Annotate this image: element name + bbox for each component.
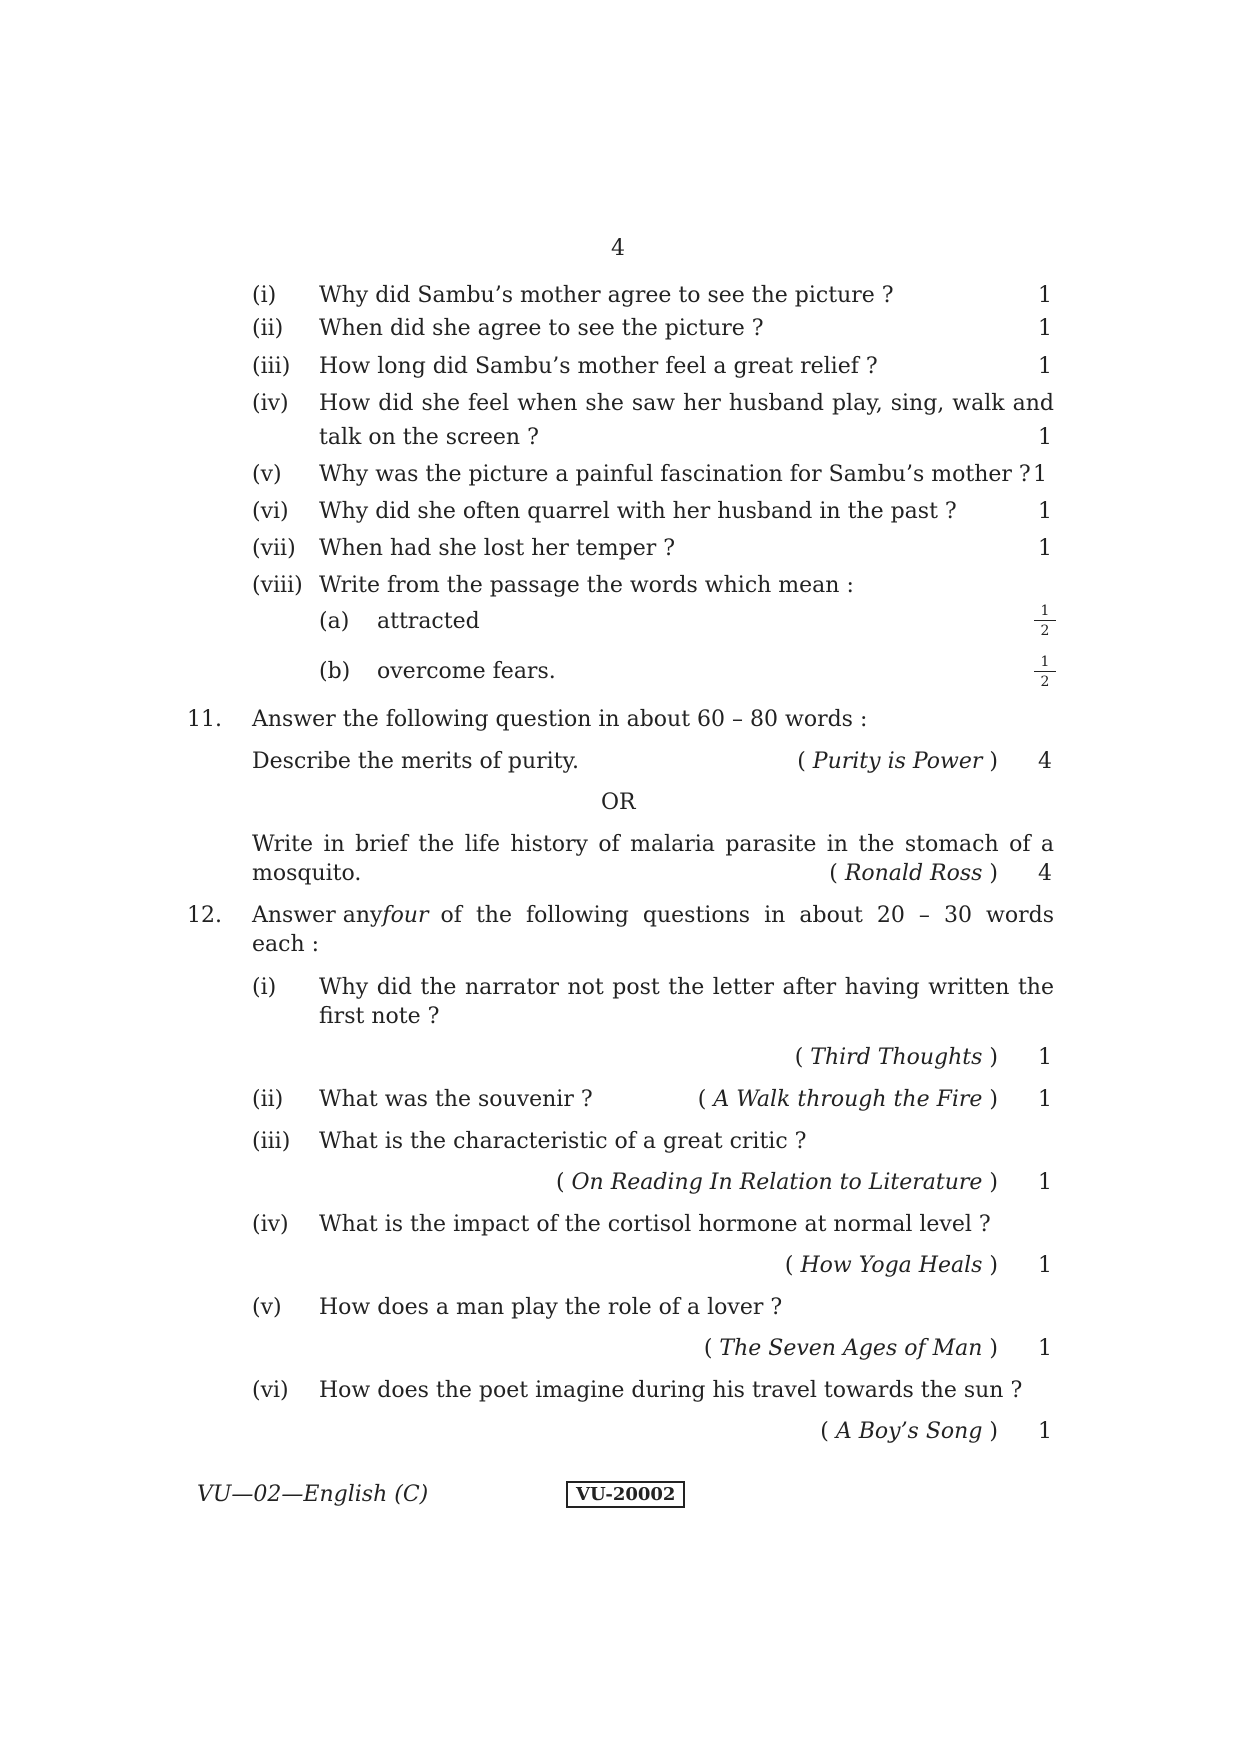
q11-alt-marks: 4 bbox=[1038, 861, 1052, 886]
q10-item-number: (iii) bbox=[252, 354, 291, 379]
q10-item-text: When had she lost her temper ? bbox=[319, 536, 676, 561]
q10-item-text: Why did she often quarrel with her husband in the past ? bbox=[319, 499, 957, 524]
page-number: 4 bbox=[611, 236, 625, 261]
q10-item-text: How long did Sambu’s mother feel a great relief ? bbox=[319, 354, 878, 379]
q10-subitem-label: (a) bbox=[319, 609, 350, 634]
q12-item-text: What is the characteristic of a great critic ? bbox=[319, 1129, 807, 1154]
q12-item-marks: 1 bbox=[1038, 1336, 1052, 1361]
source-title: A Boy’s Song bbox=[835, 1419, 983, 1444]
q12-item-number: (i) bbox=[252, 975, 277, 1000]
q12-item-text: How does a man play the role of a lover ? bbox=[319, 1295, 783, 1320]
or-separator: OR bbox=[601, 790, 636, 815]
q12-item-marks: 1 bbox=[1038, 1170, 1052, 1195]
q11-alt-line2: mosquito. bbox=[252, 861, 362, 886]
q12-item-number: (ii) bbox=[252, 1087, 284, 1112]
q10-item-text: Why was the picture a painful fascination for Sambu’s mother ? bbox=[319, 462, 1031, 487]
q10-item-number: (vii) bbox=[252, 536, 296, 561]
q12-item-text: What was the souvenir ? bbox=[319, 1087, 593, 1112]
instruction-emphasis: four bbox=[382, 903, 429, 928]
q12-item-text-line2: first note ? bbox=[319, 1004, 440, 1029]
half-mark bbox=[1034, 655, 1056, 689]
q10-item-marks: 1 bbox=[1038, 499, 1052, 524]
q12-item-source: ( How Yoga Heals ) bbox=[784, 1253, 998, 1278]
q12-item-source: ( The Seven Ages of Man ) bbox=[703, 1336, 998, 1361]
q10-item-text: Write from the passage the words which mean : bbox=[319, 573, 854, 598]
instruction-part: of the following questions in about 20 – 30 words bbox=[440, 903, 1054, 928]
q11-alt-line1: Write in brief the life history of malaria parasite in the stomach of a bbox=[252, 832, 1054, 857]
q10-item-number: (vi) bbox=[252, 499, 289, 524]
q12-item-text: What is the impact of the cortisol hormone at normal level ? bbox=[319, 1212, 991, 1237]
q11-instruction: Answer the following question in about 60 – 80 words : bbox=[252, 707, 868, 732]
source-title: A Walk through the Fire bbox=[713, 1087, 983, 1112]
source-title: How Yoga Heals bbox=[800, 1253, 983, 1278]
source-title: On Reading In Relation to Literature bbox=[571, 1170, 983, 1195]
source-title: Third Thoughts bbox=[810, 1045, 983, 1070]
source-title: The Seven Ages of Man bbox=[719, 1336, 983, 1361]
q12-item-marks: 1 bbox=[1038, 1253, 1052, 1278]
source-title: Ronald Ross bbox=[844, 861, 983, 886]
fraction-denominator: 2 bbox=[1040, 623, 1050, 639]
q10-item-marks: 1 bbox=[1038, 283, 1052, 308]
q10-item-marks: 1 bbox=[1033, 462, 1047, 487]
q10-item-number: (ii) bbox=[252, 316, 284, 341]
q12-item-source: ( Third Thoughts ) bbox=[794, 1045, 998, 1070]
q12-item-marks: 1 bbox=[1038, 1087, 1052, 1112]
fraction-numerator: 1 bbox=[1034, 655, 1056, 672]
half-mark bbox=[1034, 604, 1056, 638]
q10-item-marks: 1 bbox=[1038, 536, 1052, 561]
q12-number: 12. bbox=[187, 903, 222, 928]
q11-source: ( Purity is Power ) bbox=[797, 749, 998, 774]
q12-item-marks: 1 bbox=[1038, 1419, 1052, 1444]
q10-item-number: (v) bbox=[252, 462, 282, 487]
footer-paper-title: VU—02—English (C) bbox=[197, 1482, 429, 1507]
q10-item-number: (iv) bbox=[252, 391, 289, 416]
q11-question: Describe the merits of purity. bbox=[252, 749, 580, 774]
q12-instruction-line1 bbox=[252, 903, 1054, 929]
q12-item-marks: 1 bbox=[1038, 1045, 1052, 1070]
q10-item-text: Why did Sambu’s mother agree to see the picture ? bbox=[319, 283, 894, 308]
q12-item-number: (iii) bbox=[252, 1129, 291, 1154]
q12-item-number: (iv) bbox=[252, 1212, 289, 1237]
q11-number: 11. bbox=[187, 707, 222, 732]
q12-item-text-line1: Why did the narrator not post the letter after having written the bbox=[319, 975, 1054, 1000]
q10-item-number: (i) bbox=[252, 283, 277, 308]
footer-paper-code: VU-20002 bbox=[566, 1481, 685, 1508]
fraction-numerator: 1 bbox=[1034, 604, 1056, 621]
q10-subitem-text: attracted bbox=[377, 609, 480, 634]
q10-item-marks: 1 bbox=[1038, 354, 1052, 379]
q10-item-text: When did she agree to see the picture ? bbox=[319, 316, 764, 341]
q12-item-source: ( On Reading In Relation to Literature ) bbox=[555, 1170, 998, 1195]
q12-item-text: How does the poet imagine during his travel towards the sun ? bbox=[319, 1378, 1023, 1403]
q10-item-number: (viii) bbox=[252, 573, 303, 598]
q10-item-text-line2: talk on the screen ? bbox=[319, 425, 539, 450]
q12-item-source: ( A Walk through the Fire ) bbox=[697, 1087, 998, 1112]
q12-item-source: ( A Boy’s Song ) bbox=[820, 1419, 998, 1444]
q10-subitem-label: (b) bbox=[319, 659, 351, 684]
q10-item-marks: 1 bbox=[1038, 425, 1052, 450]
q10-item-text-line1: How did she feel when she saw her husband play, sing, walk and bbox=[319, 391, 1054, 416]
source-title: Purity is Power bbox=[812, 749, 983, 774]
fraction-denominator: 2 bbox=[1040, 674, 1050, 690]
q10-subitem-text: overcome fears. bbox=[377, 659, 556, 684]
q10-item-marks: 1 bbox=[1038, 316, 1052, 341]
q12-item-number: (vi) bbox=[252, 1378, 289, 1403]
q12-instruction-line2: each : bbox=[252, 932, 320, 957]
q11-marks: 4 bbox=[1038, 749, 1052, 774]
instruction-part: Answer any bbox=[252, 903, 383, 928]
q12-item-number: (v) bbox=[252, 1295, 282, 1320]
q11-alt-source: ( Ronald Ross ) bbox=[829, 861, 998, 886]
